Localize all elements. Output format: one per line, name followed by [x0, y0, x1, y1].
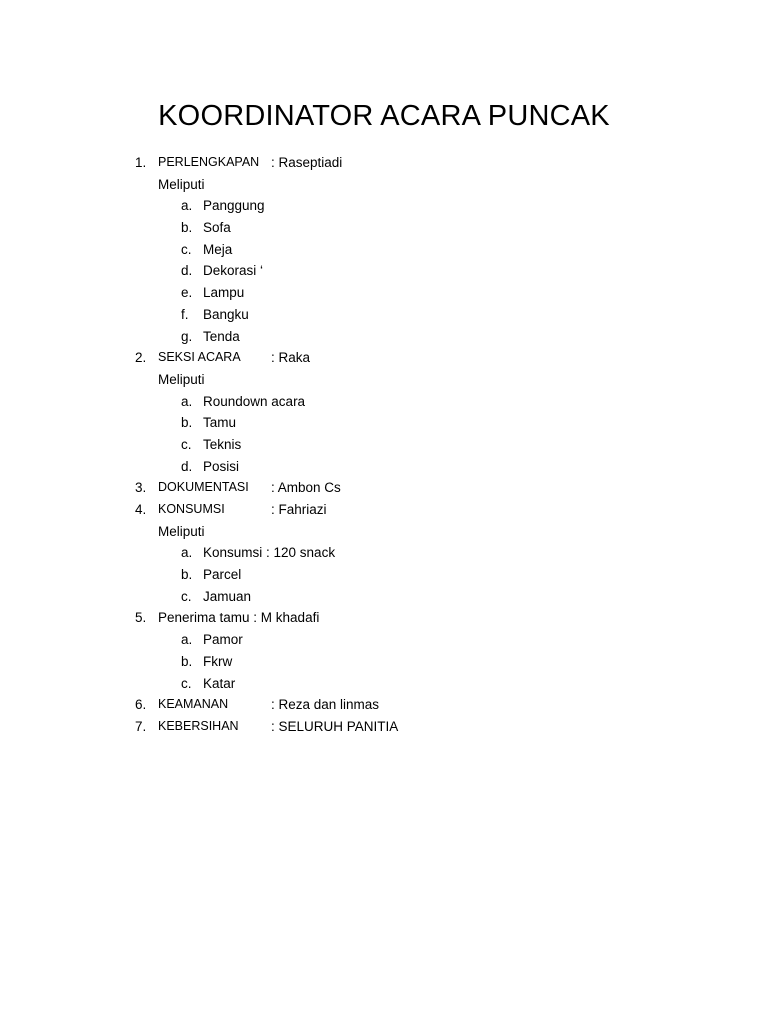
section-number: 1. [135, 155, 147, 170]
list-item [0, 673, 768, 695]
list-item [0, 282, 768, 304]
section-coordinator: : SELURUH PANITIA [271, 718, 399, 734]
item-text: Bangku [203, 306, 249, 322]
list-item [0, 456, 768, 478]
section-coordinator: : Raka [271, 350, 311, 366]
section-seksi-acara [0, 347, 768, 369]
section-penerima-tamu [0, 607, 768, 629]
item-text: Parcel [203, 567, 242, 583]
section-label: KONSUMSI [158, 502, 225, 516]
section-kebersihan [0, 716, 768, 738]
item-text: Roundown acara [203, 393, 306, 409]
item-text: Tamu [203, 415, 237, 431]
item-text: Jamuan [203, 588, 252, 604]
item-letter: a. [181, 198, 193, 214]
section-label: DOKUMENTASI [158, 480, 249, 495]
section-note [0, 369, 768, 391]
item-letter: d. [181, 263, 193, 279]
item-letter: a. [181, 545, 193, 561]
section-label: SEKSI ACARA [158, 350, 241, 365]
item-letter: g. [181, 328, 193, 344]
item-text: Pamor [203, 632, 243, 648]
coordinator-list [0, 152, 768, 738]
section-label: KEAMANAN [158, 697, 229, 712]
item-letter: c. [181, 241, 192, 257]
list-item [0, 239, 768, 261]
section-note-text: Meliputi [158, 371, 205, 387]
item-text: Konsumsi : 120 snack [203, 545, 336, 561]
item-letter: a. [181, 393, 193, 409]
item-letter: b. [181, 653, 193, 669]
section-label: Penerima tamu : M khadafi [158, 610, 320, 626]
section-coordinator: : Reza dan linmas [271, 697, 380, 713]
section-note-text: Meliputi [158, 523, 205, 539]
item-letter: d. [181, 458, 193, 474]
section-note-text: Meliputi [158, 176, 205, 192]
list-item [0, 412, 768, 434]
item-text: Posisi [203, 458, 240, 474]
section-note [0, 174, 768, 196]
list-item [0, 586, 768, 608]
section-number: 4. [135, 502, 147, 517]
section-note [0, 521, 768, 543]
item-text: Dekorasi ‘ [203, 263, 264, 279]
section-dokumentasi [0, 477, 768, 499]
item-text: Panggung [203, 198, 265, 214]
item-letter: b. [181, 220, 193, 236]
section-number: 6. [135, 697, 147, 713]
list-item [0, 629, 768, 651]
section-coordinator: : Raseptiadi [271, 155, 343, 170]
section-label: PERLENGKAPAN [158, 155, 260, 169]
list-item [0, 391, 768, 413]
item-letter: e. [181, 285, 193, 301]
section-perlengkapan [0, 152, 768, 174]
item-text: Tenda [203, 328, 240, 344]
list-item [0, 542, 768, 564]
section-konsumsi [0, 499, 768, 521]
item-text: Lampu [203, 285, 245, 301]
item-letter: f. [181, 306, 189, 322]
item-letter: c. [181, 588, 192, 604]
list-item [0, 195, 768, 217]
section-keamanan [0, 694, 768, 716]
list-item [0, 260, 768, 282]
section-number: 3. [135, 480, 147, 496]
item-letter: b. [181, 415, 193, 431]
item-letter: c. [181, 436, 192, 452]
section-number: 5. [135, 610, 147, 626]
section-coordinator: : Fahriazi [271, 502, 327, 517]
item-text: Sofa [203, 220, 231, 236]
section-coordinator: : Ambon Cs [271, 480, 341, 496]
item-text: Katar [203, 675, 236, 691]
item-letter: b. [181, 567, 193, 583]
item-text: Meja [203, 241, 233, 257]
list-item [0, 564, 768, 586]
item-text: Fkrw [203, 653, 233, 669]
item-text: Teknis [203, 436, 242, 452]
section-number: 2. [135, 350, 147, 366]
item-letter: a. [181, 632, 193, 648]
document-title: KOORDINATOR ACARA PUNCAK [158, 100, 610, 132]
section-label: KEBERSIHAN [158, 718, 239, 733]
list-item [0, 434, 768, 456]
section-number: 7. [135, 718, 147, 734]
list-item [0, 304, 768, 326]
item-letter: c. [181, 675, 192, 691]
list-item [0, 651, 768, 673]
list-item [0, 217, 768, 239]
list-item [0, 326, 768, 348]
